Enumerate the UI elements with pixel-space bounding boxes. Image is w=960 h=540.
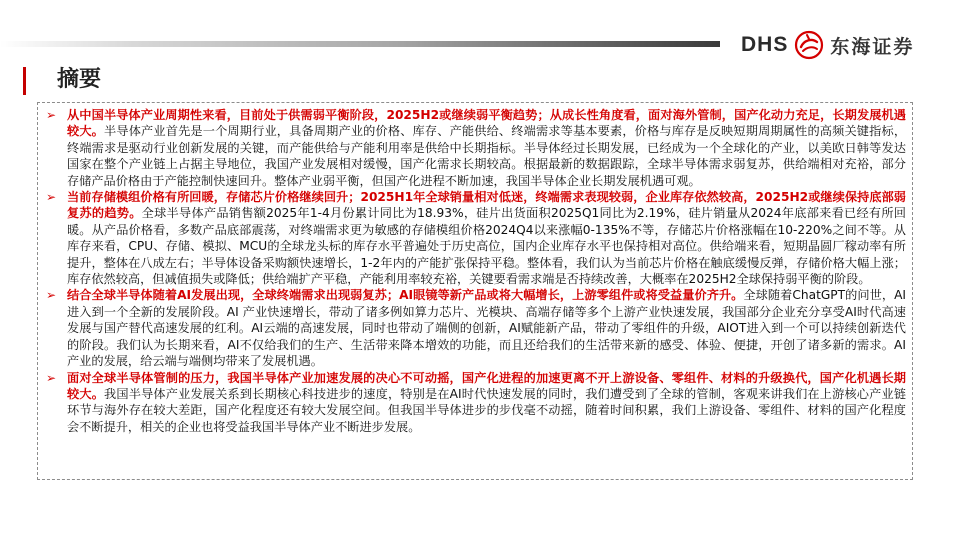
point-body: 全球半导体产品销售额2025年1-4月份累计同比为18.93%，硅片出货面积2025Q1同比为2.19%，硅片销量从2024年底部来看已经有所回暖。从产品价格看，多数产品底部震荡，对终端需求更为敏感的存储模组价格2024Q4以来涨幅0-135%不等，存储芯片价格涨幅在10-220%之间不等。从库存来看，CPU、存储、模拟、MCU的全球龙头标的库存水平普遍处于历史高位，国内企业库存水平也保持相对高位。供给端来看，短期晶圆厂稼动率有所提升，整体在八成左右；半导体设备采购额快速增长，1-2年内的产能扩张保持平稳。整体看，我们认为当前芯片价格在触底缓慢反弹，存储价格大幅上涨；库存依然较高，但减值损失或降低；供给端扩产平稳，产能利用率较充裕，关键要看需求端是否持续改善，大概率在2025H2全球保持弱平衡的阶段。 [67,206,906,287]
point-body: 我国半导体产业发展关系到长期核心科技进步的速度，特别是在AI时代快速发展的同时，我们遭受到了全球的管制，客观来讲我们在上游核心产业链环节与海外存在较大差距，国产化程度还有较大发展空间。但我国半导体进步的步伐毫不动摇，随着时间积累，我们上游设备、零组件、材料的国产化程度会不断提升，相关的企业也将受益我国半导体产业不断进步发展。 [67,386,907,434]
bullet-arrow-icon: ➢ [46,288,57,303]
point-highlight: 从中国半导体产业周期性来看，目前处于供需弱平衡阶段，2025H2或继续弱平衡趋势；从成长性角度看，面对海外管制，国产化动力充足，长期发展机遇较大。 [67,108,906,139]
summary-point [46,370,906,436]
logo-cn-text: 东海证券 [830,35,915,58]
summary-point [46,189,906,287]
summary-point [46,107,906,189]
title-accent-bar [23,67,26,95]
logo-emblem-icon [794,30,824,60]
point-highlight: 结合全球半导体随着AI发展出现，全球终端需求出现弱复苏；AI眼镜等新产品或将大幅增长，上游零组件或将受益量价齐升。 [67,288,744,303]
page-title: 摘要 [57,66,102,92]
header-rule [0,41,720,47]
company-logo [741,27,914,63]
bullet-arrow-icon: ➢ [46,190,57,205]
point-highlight: 当前存储模组价格有所回暖，存储芯片价格继续回升；2025H1年全球销量相对低迷，终端需求表现较弱，企业库存依然较高，2025H2或继续保持底部弱复苏的趋势。 [67,190,906,221]
bullet-arrow-icon: ➢ [46,370,57,385]
logo-dhs-text: DHS [741,33,789,56]
bullet-arrow-icon: ➢ [46,108,57,122]
summary-box [37,102,913,480]
point-body: 全球随着ChatGPT的问世，AI进入到一个全新的发展阶段。AI 产业快速增长，带动了诸多例如算力芯片、光模块、高端存储等多个上游产业快速发展，我国部分企业充分享受AI时代高速发展与国产替代高速发展的红利。AI云端的高速发展，同时也带动了端侧的创新，AI赋能新产品，带动了零组件的升级，AIOT进入到一个可以持续创新迭代的阶段。我们认为长期来看，AI不仅给我们的生产、生活带来降本增效的功能，而且还给我们的生活带来新的感受、体验、便捷，开创了诸多新的需求。AI产业的发展，给云端与端侧均带来了发展机遇。 [67,288,906,369]
summary-point [46,287,906,369]
point-highlight: 面对全球半导体管制的压力，我国半导体产业加速发展的决心不可动摇，国产化进程的加速更离不开上游设备、零组件、材料的升级换代，国产化机遇长期较大。 [67,370,906,401]
point-body: 半导体产业首先是一个周期行业，具备周期产业的价格、库存、产能供给、终端需求等基本要素，价格与库存是反映短期周期属性的高频关键指标，终端需求是驱动行业创新发展的关键，而产能供给与产能利用率是供给中长期指标。半导体经过长期发展，已经成为一个全球化的产业，以美欧日韩等发达国家在整个产业链上占据主导地位，我国产业发展相对缓慢，国产化需求长期较高。根据最新的数据跟踪，全球半导体需求弱复苏，供给端相对充裕，部分存储产品价格由于产能控制快速回升。整体产业弱平衡，但国产化进程不断加速，我国半导体企业长期发展机遇可观。 [67,124,907,188]
